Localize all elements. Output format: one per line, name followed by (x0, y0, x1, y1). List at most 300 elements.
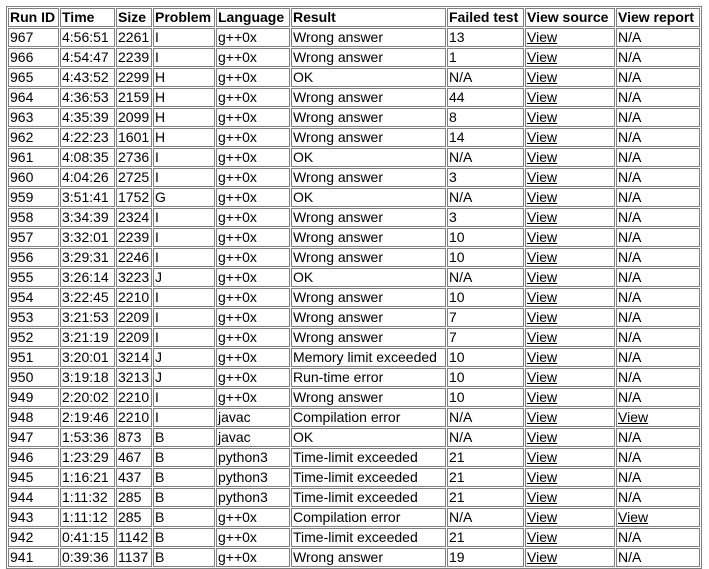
cell-result: Compilation error (291, 508, 446, 527)
cell-time: 1:16:21 (60, 468, 115, 487)
cell-language: g++0x (216, 168, 290, 187)
cell-view-source (525, 388, 615, 407)
cell-problem: H (153, 68, 215, 87)
view-source-link[interactable]: View (527, 329, 558, 345)
view-source-link[interactable]: View (527, 469, 558, 485)
table-row (8, 328, 700, 347)
cell-view-source (525, 368, 615, 387)
cell-run-id: 965 (8, 68, 59, 87)
cell-failed-test: 19 (447, 548, 524, 567)
cell-result: Wrong answer (291, 208, 446, 227)
cell-failed-test: 21 (447, 468, 524, 487)
header-view-source: View source (525, 8, 615, 27)
header-run-id: Run ID (8, 8, 59, 27)
view-source-link[interactable]: View (527, 49, 558, 65)
header-result: Result (291, 8, 446, 27)
cell-failed-test: 3 (447, 208, 524, 227)
cell-run-id: 946 (8, 448, 59, 467)
cell-view-source (525, 148, 615, 167)
cell-time: 4:22:23 (60, 128, 115, 147)
cell-problem: B (153, 548, 215, 567)
cell-view-source (525, 48, 615, 67)
cell-view-report: N/A (616, 388, 700, 407)
cell-problem: B (153, 528, 215, 547)
cell-size: 285 (116, 508, 152, 527)
table-row (8, 368, 700, 387)
cell-time: 3:32:01 (60, 228, 115, 247)
cell-run-id: 963 (8, 108, 59, 127)
cell-size: 1752 (116, 188, 152, 207)
cell-view-source (525, 448, 615, 467)
view-source-link[interactable]: View (527, 149, 558, 165)
table-row (8, 268, 700, 287)
cell-problem: I (153, 28, 215, 47)
cell-failed-test: 13 (447, 28, 524, 47)
cell-size: 2210 (116, 288, 152, 307)
table-row (8, 388, 700, 407)
table-row (8, 288, 700, 307)
view-source-link[interactable]: View (527, 209, 558, 225)
cell-view-report: N/A (616, 468, 700, 487)
cell-time: 3:26:14 (60, 268, 115, 287)
cell-size: 437 (116, 468, 152, 487)
cell-time: 4:54:47 (60, 48, 115, 67)
cell-run-id: 949 (8, 388, 59, 407)
cell-view-report: N/A (616, 148, 700, 167)
cell-failed-test: N/A (447, 428, 524, 447)
cell-size: 2210 (116, 388, 152, 407)
cell-view-source (525, 468, 615, 487)
cell-language: g++0x (216, 528, 290, 547)
table-row (8, 48, 700, 67)
cell-failed-test: 14 (447, 128, 524, 147)
cell-view-report: N/A (616, 208, 700, 227)
cell-failed-test: N/A (447, 68, 524, 87)
cell-failed-test: 7 (447, 308, 524, 327)
cell-result: Time-limit exceeded (291, 448, 446, 467)
cell-run-id: 945 (8, 468, 59, 487)
cell-failed-test: 21 (447, 488, 524, 507)
view-source-link[interactable]: View (527, 409, 558, 425)
cell-problem: B (153, 428, 215, 447)
cell-size: 2299 (116, 68, 152, 87)
view-source-link[interactable]: View (527, 269, 558, 285)
cell-view-report: N/A (616, 228, 700, 247)
cell-problem: I (153, 288, 215, 307)
table-row (8, 148, 700, 167)
cell-failed-test: 3 (447, 168, 524, 187)
table-row (8, 248, 700, 267)
cell-run-id: 960 (8, 168, 59, 187)
view-source-link[interactable]: View (527, 109, 558, 125)
view-source-link[interactable]: View (527, 429, 558, 445)
cell-failed-test: 10 (447, 228, 524, 247)
cell-result: OK (291, 68, 446, 87)
cell-view-source (525, 308, 615, 327)
cell-problem: I (153, 168, 215, 187)
cell-run-id: 966 (8, 48, 59, 67)
header-failed-test: Failed test (447, 8, 524, 27)
view-source-link[interactable]: View (527, 249, 558, 265)
cell-failed-test: 21 (447, 448, 524, 467)
cell-failed-test: 10 (447, 348, 524, 367)
table-row (8, 208, 700, 227)
cell-view-report: N/A (616, 368, 700, 387)
cell-result: Wrong answer (291, 108, 446, 127)
view-source-link[interactable]: View (527, 29, 558, 45)
cell-failed-test: 10 (447, 368, 524, 387)
table-row (8, 28, 700, 47)
cell-size: 2099 (116, 108, 152, 127)
table-row (8, 488, 700, 507)
cell-size: 2159 (116, 88, 152, 107)
cell-problem: I (153, 148, 215, 167)
cell-language: g++0x (216, 148, 290, 167)
cell-time: 1:11:12 (60, 508, 115, 527)
cell-time: 4:43:52 (60, 68, 115, 87)
cell-time: 1:53:36 (60, 428, 115, 447)
cell-run-id: 942 (8, 528, 59, 547)
cell-result: Wrong answer (291, 388, 446, 407)
cell-view-source (525, 408, 615, 427)
cell-view-source (525, 248, 615, 267)
cell-result: Wrong answer (291, 548, 446, 567)
cell-result: Wrong answer (291, 28, 446, 47)
view-source-link[interactable]: View (527, 489, 558, 505)
cell-problem: B (153, 488, 215, 507)
cell-time: 3:22:45 (60, 288, 115, 307)
cell-view-report: N/A (616, 428, 700, 447)
cell-problem: H (153, 88, 215, 107)
cell-language: g++0x (216, 248, 290, 267)
table-row (8, 308, 700, 327)
cell-run-id: 957 (8, 228, 59, 247)
cell-problem: B (153, 508, 215, 527)
cell-size: 1137 (116, 548, 152, 567)
cell-view-report: N/A (616, 528, 700, 547)
cell-view-source (525, 528, 615, 547)
cell-result: Time-limit exceeded (291, 528, 446, 547)
cell-result: OK (291, 268, 446, 287)
cell-view-report (616, 408, 700, 427)
view-source-link[interactable]: View (527, 529, 558, 545)
cell-time: 1:23:29 (60, 448, 115, 467)
cell-language: g++0x (216, 508, 290, 527)
table-row (8, 128, 700, 147)
cell-language: g++0x (216, 228, 290, 247)
cell-language: javac (216, 428, 290, 447)
cell-language: python3 (216, 448, 290, 467)
cell-run-id: 941 (8, 548, 59, 567)
cell-time: 3:21:19 (60, 328, 115, 347)
view-source-link[interactable]: View (527, 289, 558, 305)
cell-result: Wrong answer (291, 328, 446, 347)
cell-view-report: N/A (616, 448, 700, 467)
table-header-row (8, 8, 700, 27)
cell-size: 2725 (116, 168, 152, 187)
table-row (8, 228, 700, 247)
cell-view-report: N/A (616, 288, 700, 307)
cell-size: 3213 (116, 368, 152, 387)
cell-language: python3 (216, 488, 290, 507)
table-row (8, 188, 700, 207)
table-row (8, 468, 700, 487)
view-source-link[interactable]: View (527, 369, 558, 385)
cell-language: g++0x (216, 288, 290, 307)
cell-view-source (525, 508, 615, 527)
view-source-link[interactable]: View (527, 89, 558, 105)
view-source-link[interactable]: View (527, 349, 558, 365)
cell-failed-test: 1 (447, 48, 524, 67)
cell-result: Wrong answer (291, 88, 446, 107)
view-source-link[interactable]: View (527, 189, 558, 205)
cell-time: 4:04:26 (60, 168, 115, 187)
view-source-link[interactable]: View (527, 549, 558, 565)
cell-view-report: N/A (616, 488, 700, 507)
table-row (8, 448, 700, 467)
cell-language: javac (216, 408, 290, 427)
cell-view-report: N/A (616, 28, 700, 47)
view-report-link[interactable]: View (618, 409, 649, 425)
cell-size: 2209 (116, 308, 152, 327)
cell-view-report: N/A (616, 168, 700, 187)
table-row (8, 168, 700, 187)
cell-size: 2209 (116, 328, 152, 347)
cell-language: g++0x (216, 368, 290, 387)
cell-language: g++0x (216, 268, 290, 287)
cell-view-source (525, 548, 615, 567)
header-view-report: View report (616, 8, 700, 27)
cell-language: g++0x (216, 348, 290, 367)
view-source-link[interactable]: View (527, 509, 558, 525)
table-row (8, 548, 700, 567)
cell-run-id: 944 (8, 488, 59, 507)
table-row (8, 408, 700, 427)
cell-problem: H (153, 108, 215, 127)
cell-failed-test: N/A (447, 508, 524, 527)
cell-view-report: N/A (616, 48, 700, 67)
cell-view-source (525, 288, 615, 307)
cell-view-source (525, 188, 615, 207)
cell-result: Wrong answer (291, 168, 446, 187)
cell-failed-test: N/A (447, 148, 524, 167)
cell-problem: B (153, 468, 215, 487)
cell-failed-test: 21 (447, 528, 524, 547)
header-language: Language (216, 8, 290, 27)
cell-language: g++0x (216, 28, 290, 47)
cell-view-source (525, 208, 615, 227)
cell-problem: I (153, 308, 215, 327)
cell-size: 467 (116, 448, 152, 467)
table-row (8, 108, 700, 127)
cell-failed-test: 10 (447, 248, 524, 267)
cell-view-source (525, 348, 615, 367)
cell-view-report: N/A (616, 308, 700, 327)
view-source-link[interactable]: View (527, 69, 558, 85)
header-time: Time (60, 8, 115, 27)
table-row (8, 348, 700, 367)
cell-problem: J (153, 268, 215, 287)
cell-run-id: 964 (8, 88, 59, 107)
cell-view-report: N/A (616, 248, 700, 267)
cell-result: Time-limit exceeded (291, 468, 446, 487)
cell-time: 4:36:53 (60, 88, 115, 107)
view-source-link[interactable]: View (527, 129, 558, 145)
cell-result: Wrong answer (291, 308, 446, 327)
table-row (8, 528, 700, 547)
cell-size: 2246 (116, 248, 152, 267)
cell-run-id: 955 (8, 268, 59, 287)
cell-time: 0:39:36 (60, 548, 115, 567)
cell-result: Wrong answer (291, 128, 446, 147)
cell-result: OK (291, 188, 446, 207)
cell-language: g++0x (216, 208, 290, 227)
cell-size: 2324 (116, 208, 152, 227)
cell-time: 1:11:32 (60, 488, 115, 507)
cell-language: g++0x (216, 88, 290, 107)
cell-failed-test: N/A (447, 188, 524, 207)
cell-time: 3:19:18 (60, 368, 115, 387)
view-source-link[interactable]: View (527, 169, 558, 185)
cell-view-source (525, 128, 615, 147)
cell-run-id: 961 (8, 148, 59, 167)
cell-run-id: 948 (8, 408, 59, 427)
cell-view-report: N/A (616, 268, 700, 287)
cell-size: 3214 (116, 348, 152, 367)
cell-language: g++0x (216, 48, 290, 67)
view-source-link[interactable]: View (527, 229, 558, 245)
view-source-link[interactable]: View (527, 389, 558, 405)
table-row (8, 68, 700, 87)
cell-run-id: 953 (8, 308, 59, 327)
cell-problem: B (153, 448, 215, 467)
header-problem: Problem (153, 8, 215, 27)
cell-failed-test: N/A (447, 408, 524, 427)
cell-result: Time-limit exceeded (291, 488, 446, 507)
cell-run-id: 954 (8, 288, 59, 307)
cell-view-source (525, 228, 615, 247)
cell-view-source (525, 268, 615, 287)
cell-language: g++0x (216, 308, 290, 327)
cell-view-source (525, 168, 615, 187)
cell-problem: I (153, 208, 215, 227)
cell-result: Wrong answer (291, 248, 446, 267)
cell-time: 4:56:51 (60, 28, 115, 47)
cell-language: g++0x (216, 328, 290, 347)
cell-problem: I (153, 228, 215, 247)
cell-language: g++0x (216, 68, 290, 87)
cell-run-id: 958 (8, 208, 59, 227)
cell-problem: I (153, 328, 215, 347)
cell-result: Wrong answer (291, 228, 446, 247)
cell-time: 4:35:39 (60, 108, 115, 127)
runs-table-body (8, 28, 700, 567)
cell-time: 3:51:41 (60, 188, 115, 207)
runs-table (6, 6, 702, 569)
cell-result: OK (291, 428, 446, 447)
cell-failed-test: 44 (447, 88, 524, 107)
view-source-link[interactable]: View (527, 449, 558, 465)
cell-language: g++0x (216, 188, 290, 207)
cell-language: g++0x (216, 128, 290, 147)
header-size: Size (116, 8, 152, 27)
cell-view-report: N/A (616, 68, 700, 87)
cell-failed-test: 7 (447, 328, 524, 347)
cell-run-id: 943 (8, 508, 59, 527)
cell-size: 3223 (116, 268, 152, 287)
cell-size: 1142 (116, 528, 152, 547)
cell-time: 2:20:02 (60, 388, 115, 407)
cell-language: g++0x (216, 548, 290, 567)
cell-time: 4:08:35 (60, 148, 115, 167)
cell-problem: I (153, 408, 215, 427)
cell-language: python3 (216, 468, 290, 487)
cell-view-report (616, 508, 700, 527)
table-row (8, 88, 700, 107)
cell-failed-test: N/A (447, 268, 524, 287)
cell-run-id: 947 (8, 428, 59, 447)
cell-problem: I (153, 248, 215, 267)
cell-size: 2736 (116, 148, 152, 167)
cell-time: 3:20:01 (60, 348, 115, 367)
view-report-link[interactable]: View (618, 509, 649, 525)
view-source-link[interactable]: View (527, 309, 558, 325)
cell-failed-test: 8 (447, 108, 524, 127)
cell-problem: I (153, 388, 215, 407)
cell-view-report: N/A (616, 548, 700, 567)
cell-run-id: 956 (8, 248, 59, 267)
cell-problem: J (153, 348, 215, 367)
cell-run-id: 959 (8, 188, 59, 207)
cell-view-source (525, 28, 615, 47)
cell-language: g++0x (216, 108, 290, 127)
cell-run-id: 952 (8, 328, 59, 347)
cell-view-report: N/A (616, 348, 700, 367)
cell-size: 2210 (116, 408, 152, 427)
cell-view-source (525, 68, 615, 87)
cell-size: 1601 (116, 128, 152, 147)
cell-run-id: 967 (8, 28, 59, 47)
cell-size: 2239 (116, 48, 152, 67)
cell-result: Run-time error (291, 368, 446, 387)
cell-language: g++0x (216, 388, 290, 407)
cell-size: 2239 (116, 228, 152, 247)
table-row (8, 508, 700, 527)
cell-view-report: N/A (616, 88, 700, 107)
cell-result: Wrong answer (291, 48, 446, 67)
cell-size: 285 (116, 488, 152, 507)
cell-time: 0:41:15 (60, 528, 115, 547)
cell-size: 2261 (116, 28, 152, 47)
cell-result: Wrong answer (291, 288, 446, 307)
cell-view-source (525, 488, 615, 507)
cell-view-source (525, 88, 615, 107)
table-row (8, 428, 700, 447)
cell-failed-test: 10 (447, 388, 524, 407)
cell-view-report: N/A (616, 128, 700, 147)
cell-run-id: 951 (8, 348, 59, 367)
cell-size: 873 (116, 428, 152, 447)
cell-run-id: 962 (8, 128, 59, 147)
cell-problem: J (153, 368, 215, 387)
cell-time: 2:19:46 (60, 408, 115, 427)
cell-view-source (525, 108, 615, 127)
cell-time: 3:29:31 (60, 248, 115, 267)
cell-time: 3:34:39 (60, 208, 115, 227)
cell-problem: I (153, 48, 215, 67)
cell-problem: H (153, 128, 215, 147)
cell-view-report: N/A (616, 328, 700, 347)
